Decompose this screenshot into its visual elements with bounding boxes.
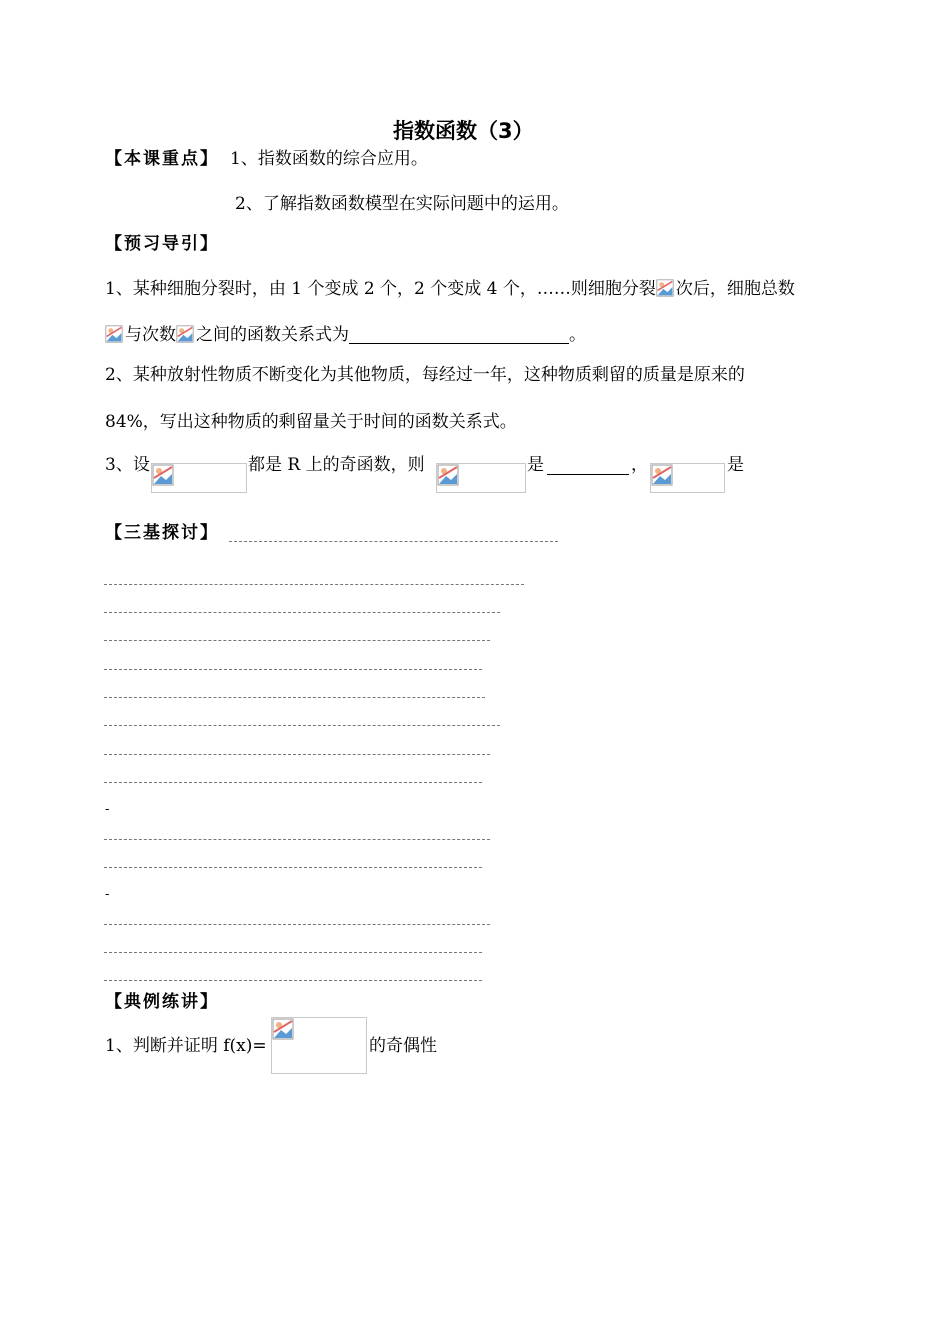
example-q1-prefix: 1、判断并证明 f(x)= <box>105 1036 267 1056</box>
dotted-rule <box>104 725 500 726</box>
preview-q1-end: 。 <box>569 325 586 345</box>
dotted-rule <box>104 584 524 585</box>
preview-q1-part4: 之间的函数关系式为 <box>196 325 349 345</box>
key-point-2: 2、了解指数函数模型在实际问题中的运用。 <box>235 194 569 214</box>
dotted-rule <box>104 669 482 670</box>
formula-image-fg <box>151 463 247 493</box>
broken-image-icon <box>176 325 194 343</box>
dotted-rule <box>104 980 482 981</box>
formula-image-sum <box>436 463 526 493</box>
formula-image-x <box>656 279 676 297</box>
preview-q2-line2: 84%，写出这种物质的剩留量关于时间的函数关系式。 <box>105 412 517 432</box>
example-q1-suffix: 的奇偶性 <box>369 1036 437 1056</box>
formula-image-product <box>650 463 725 493</box>
broken-image-icon <box>437 464 459 486</box>
broken-image-icon <box>656 279 674 297</box>
dotted-rule <box>104 640 490 641</box>
preview-q1-line2 <box>105 325 586 344</box>
broken-image-icon <box>105 325 123 343</box>
dotted-rule <box>104 924 490 925</box>
preview-q3-prefix: 3、设 <box>105 455 150 475</box>
preview-q1-part3: 与次数 <box>125 325 176 345</box>
preview-label: 【预习导引】 <box>105 234 219 254</box>
dotted-rule <box>104 867 482 868</box>
answer-blank-2[interactable] <box>547 457 629 475</box>
broken-image-icon <box>152 464 174 486</box>
preview-q3-comma: ， <box>631 455 648 475</box>
dotted-rule <box>104 697 485 698</box>
dotted-rule <box>104 839 490 840</box>
preview-q2-line1: 2、某种放射性物质不断变化为其他物质，每经过一年，这种物质剩留的质量是原来的 <box>105 365 745 385</box>
dash-mark: - <box>105 887 110 902</box>
examples-label: 【典例练讲】 <box>105 992 219 1012</box>
formula-image-y <box>105 325 125 343</box>
dash-mark: - <box>105 802 110 817</box>
preview-q3-mid2: 是 <box>527 455 544 475</box>
formula-image-fx <box>271 1017 367 1074</box>
dotted-rule <box>104 952 482 953</box>
dotted-rule <box>104 754 490 755</box>
broken-image-icon <box>651 464 673 486</box>
dotted-rule <box>104 612 500 613</box>
dotted-rule <box>229 541 558 542</box>
broken-image-icon <box>272 1018 294 1040</box>
key-point-1: 1、指数函数的综合应用。 <box>230 149 428 169</box>
key-points-label: 【本课重点】 <box>105 149 219 169</box>
preview-q3-mid1: 都是 R 上的奇函数，则 <box>248 455 425 475</box>
formula-image-x2 <box>176 325 196 343</box>
preview-q1-part2: 次后，细胞总数 <box>675 279 795 299</box>
answer-blank-1[interactable] <box>349 327 569 344</box>
page-title: 指数函数（3） <box>393 119 534 143</box>
dotted-rule <box>104 782 482 783</box>
preview-q1-part1: 1、某种细胞分裂时，由 1 个变成 2 个，2 个变成 4 个，……则细胞分裂 <box>105 279 656 299</box>
explore-label: 【三基探讨】 <box>105 523 219 543</box>
preview-q3-end: 是 <box>727 455 744 475</box>
preview-q1-line1 <box>105 279 795 298</box>
